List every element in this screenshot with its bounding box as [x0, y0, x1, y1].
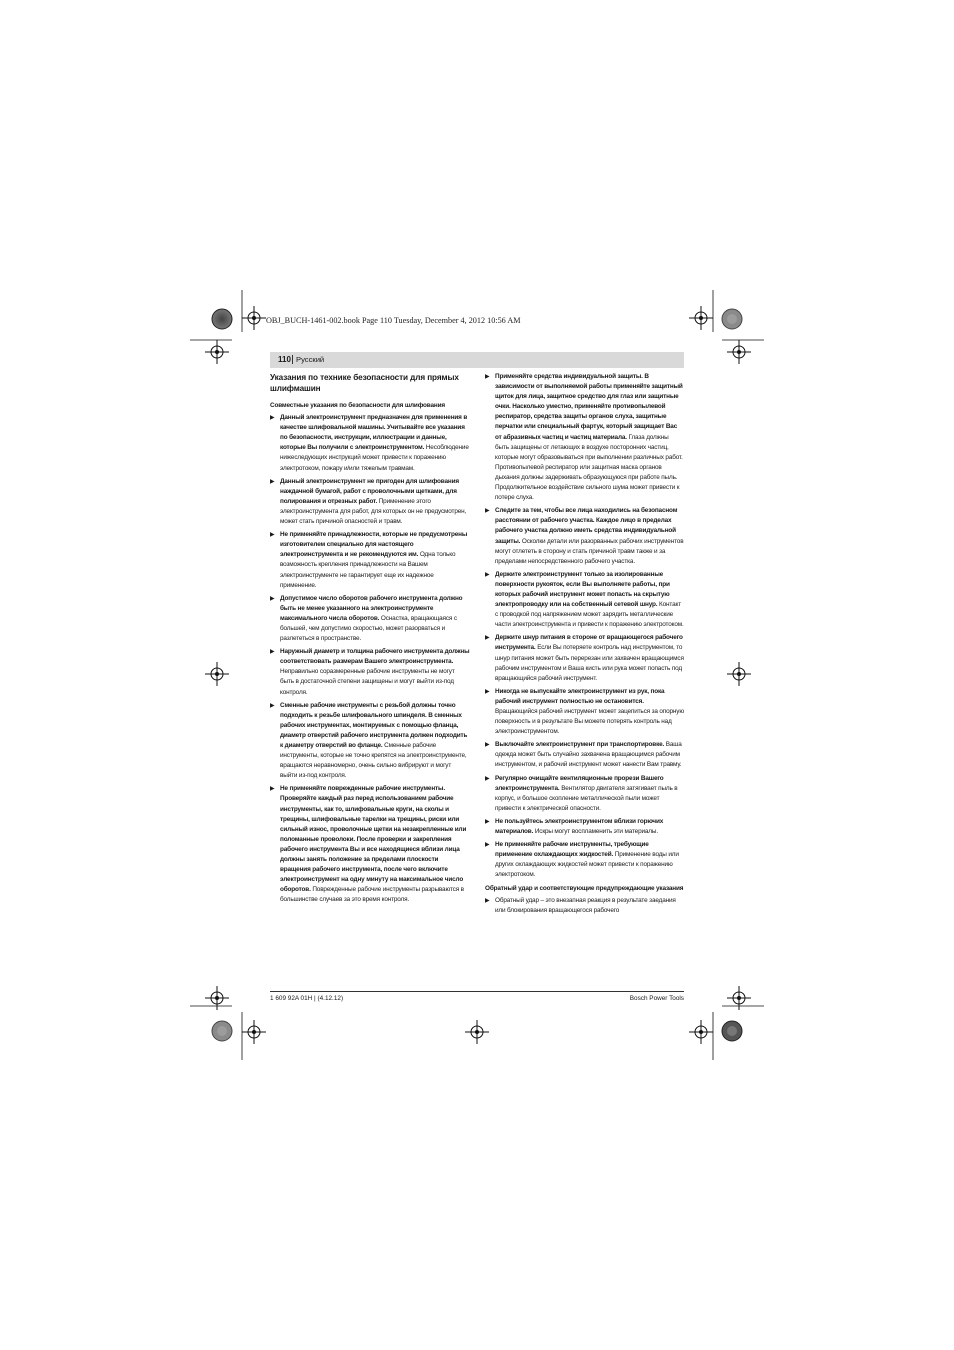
bullet-arrow-icon: ▶ [270, 415, 275, 422]
item-text: Контакт с проводкой под напряжением может зарядить металлические части электроинструмента и привести к поражению электротоком. [495, 601, 684, 629]
bullet-arrow-icon: ▶ [270, 786, 275, 793]
page-number: 110 [278, 355, 291, 364]
footer-brand: Bosch Power Tools [629, 995, 684, 1002]
list-item [485, 687, 684, 737]
item-text: Ваша одежда может быть случайно захвачена вращающимся рабочим инструментом, и рабочий инструмент может нанести Вам травму. [495, 741, 682, 769]
list-item [270, 477, 470, 527]
item-bold-text: Выключайте электроинструмент при транспортировке. [495, 741, 665, 749]
color-calibration-circle-icon [211, 1020, 233, 1042]
registration-mark-icon [205, 986, 229, 1010]
kickback-subheading: Обратный удар и соответствующие предупреждающие указания [485, 884, 684, 892]
item-text: Поврежденные рабочие инструменты разрываются в большинстве случаев за это время контроля. [280, 886, 464, 904]
item-text: Одна только возможность крепления принадлежности на Вашем электроинструменте не гарантирует еще их надежное применение. [280, 551, 456, 589]
right-column [485, 372, 684, 919]
item-bold-text: Данный электроинструмент не пригоден для шлифования наждачной бумагой, работ с проволочными щетками, для полирования и отрезных работ. [280, 477, 459, 505]
list-item [270, 594, 470, 644]
list-item [270, 784, 470, 905]
list-item [485, 570, 684, 631]
registration-mark-icon [242, 306, 266, 330]
list-item [270, 530, 470, 591]
list-item [270, 647, 470, 697]
item-bold-text: Не применяйте поврежденные рабочие инструменты. Проверяйте каждый раз перед использованием рабочие инструменты, как то, шлифовальные круги, на сколы и трещины, шлифовальные тарелки на трещины, риски или сильный износ, проволочные щетки на незакрепленные или поломанные проволоки. После проверки и закрепления рабочего инструмента Вы и все находящиеся вблизи лица должны занять положение за пределами плоскости вращения рабочего инструмента, после чего включите электроинструмент на одну минуту на максимальное число оборотов. [280, 785, 467, 894]
item-text: Если Вы потеряете контроль над инструментом, то шнур питания может быть перерезан или захвачен вращающимся рабочим инструментом и Ваша кисть или рука может попасть под вращающийся рабочий инструмент. [495, 644, 684, 682]
list-item [485, 633, 684, 683]
bullet-arrow-icon: ▶ [485, 742, 490, 749]
item-text: Применение этого электроинструмента для работ, для которых он не предусмотрен, может стать причиной опасностей и травм. [280, 497, 467, 526]
item-bold-text: Допустимое число оборотов рабочего инструмента должно быть не менее указанного на электроинструменте максимального числа оборотов. [280, 594, 463, 622]
bullet-arrow-icon: ▶ [485, 775, 490, 782]
item-text: Глаза должны быть защищены от летающих в воздухе посторонних частиц, которые могут образовываться при выполнении различных работ. Противопылевой респиратор или защитная маска органов дыхания должны задерживать образующуюся при работе пыль. Продолжительное воздействие сильного шума может привести к потере слуха. [495, 433, 683, 502]
page-header-bar [270, 352, 684, 368]
list-item [485, 896, 684, 916]
registration-mark-icon [727, 340, 751, 364]
item-text: Несоблюдение нижеследующих инструкций может привести к поражению электротоком, пожару и/или тяжелым травмам. [280, 444, 469, 472]
print-header: OBJ_BUCH-1461-002.book Page 110 Tuesday, December 4, 2012 10:56 AM [266, 316, 521, 325]
footer-rule [270, 991, 684, 992]
registration-mark-icon [242, 1020, 266, 1044]
bullet-arrow-icon: ▶ [270, 532, 275, 539]
item-bold-text: Регулярно очищайте вентиляционные прорези Вашего электроинструмента. [495, 774, 664, 792]
item-text: Неправильно соразмеренные рабочие инструменты не могут быть в достаточной степени защищены и могут выйти из-под контроля. [280, 668, 455, 696]
item-text: Применение воды или других охлаждающих жидкостей может привести к поражению электротоком. [495, 851, 679, 879]
registration-mark-icon [689, 306, 713, 330]
section-subheading: Совместные указания по безопасности для шлифования [270, 402, 445, 409]
item-bold-text: Не применяйте рабочие инструменты, требующие применение охлаждающих жидкостей. [495, 841, 649, 859]
item-bold-text: Наружный диаметр и толщина рабочего инструмента должны соответствовать размерам Вашего электроинструмента. [280, 648, 470, 666]
item-bold-text: Применяйте средства индивидуальной защиты. В зависимости от выполняемой работы применяйте защитный щиток для лица, защитное средство для глаз или защитные очки. Насколько уместно, применяйте противопылевой респиратор, средства защиты органов слуха, защитные перчатки или специальный фартук, который защищает Вас от абразивных частиц и частиц материала. [495, 373, 683, 441]
left-item-list [270, 413, 470, 905]
item-bold-text: Данный электроинструмент предназначен для применения в качестве шлифовальной машины. Учитывайте все указания по безопасности, инструкции, иллюстрации и данные, которые Вы получили с электроинструментом. [280, 414, 468, 452]
bullet-arrow-icon: ▶ [485, 508, 490, 515]
footer-doc-code: 1 609 92A 01H | (4.12.12) [270, 995, 344, 1002]
registration-mark-icon [205, 340, 229, 364]
page-language: Русский [292, 355, 324, 364]
bullet-arrow-icon: ▶ [270, 702, 275, 709]
registration-mark-icon [689, 1020, 713, 1044]
registration-mark-icon [727, 986, 751, 1010]
list-item [485, 506, 684, 567]
item-bold-text: Никогда не выпускайте электроинструмент из рук, пока рабочий инструмент полностью не остановится. [495, 687, 665, 705]
item-text: Вращающийся рабочий инструмент может зацепиться за опорную поверхность и в результате Вы можете потерять контроль над электроинструментом. [495, 708, 684, 736]
list-item [485, 817, 684, 837]
list-item [485, 372, 684, 503]
item-bold-text: Сменные рабочие инструменты с резьбой должны точно подходить к резьбе шлифовального шпинделя. В сменных рабочих инструментах, монтируемых с помощью фланца, диаметр отверстий рабочего инструмента должен подходить к диаметру отверстий во фланце. [280, 701, 468, 749]
list-item [485, 840, 684, 880]
bullet-arrow-icon: ▶ [485, 374, 490, 380]
item-bold-text: Следите за тем, чтобы все лица находились на безопасном расстоянии от рабочего участка. Каждое лицо в пределах рабочего участка должно иметь средства индивидуальной защиты. [495, 507, 678, 545]
item-text: Обратный удар – это внезапная реакция в результате заедания или блокирования вращающегося рабочего [495, 896, 676, 914]
item-text: Оснастка, вращающаяся с большей, чем допустимо скоростью, может разорваться и разлететься в пространстве. [280, 614, 457, 643]
color-calibration-circle-icon [721, 308, 743, 330]
item-bold-text: Не применяйте принадлежности, которые не предусмотрены изготовителем специально для настоящего электроинструмента и не рекомендуются им. [280, 531, 468, 559]
bullet-arrow-icon: ▶ [485, 688, 490, 695]
item-text: Осколки детали или разорванных рабочих инструментов могут отлететь в сторону и стать причиной травм также и за пределами непосредственного рабочего участка. [495, 537, 684, 565]
section-title: Указания по технике безопасности для прямых шлифмашин [270, 373, 459, 393]
list-item [485, 740, 684, 770]
registration-mark-icon [465, 1020, 489, 1044]
list-item [485, 774, 684, 814]
list-item [270, 413, 470, 474]
item-text: Искры могут воспламенить эти материалы. [533, 828, 658, 836]
item-bold-text: Не пользуйтесь электроинструментом вблизи горючих материалов. [495, 817, 664, 836]
bullet-arrow-icon: ▶ [270, 478, 275, 485]
bullet-arrow-icon: ▶ [485, 571, 490, 578]
bullet-arrow-icon: ▶ [485, 818, 490, 825]
left-column [270, 372, 470, 909]
bullet-arrow-icon: ▶ [270, 649, 275, 656]
list-item [270, 701, 470, 782]
item-bold-text: Держите электроинструмент только за изолированные поверхности рукояток, если Вы выполняете работы, при которых рабочий инструмент может попасть на скрытую электропроводку или на собственный сетевой шнур. [495, 570, 670, 609]
color-calibration-circle-icon [721, 1020, 743, 1042]
item-text: Вентилятор двигателя затягивает пыль в корпус, и большое скопление металлической пыли может привести к электрической опасности. [495, 784, 678, 812]
right-item-list [485, 372, 684, 881]
bullet-arrow-icon: ▶ [485, 842, 490, 849]
color-calibration-circle-icon [211, 308, 233, 330]
item-text: Сменные рабочие инструменты, которые не точно крепятся на электроинструменте, вращаются неравномерно, очень сильно вибрируют и могут выйти из-под контроля. [280, 742, 467, 780]
bullet-arrow-icon: ▶ [485, 897, 490, 904]
item-bold-text: Держите шнур питания в стороне от вращающегося рабочего инструмента. [495, 634, 683, 652]
registration-mark-icon [727, 662, 751, 686]
bullet-arrow-icon: ▶ [485, 635, 490, 642]
registration-mark-icon [205, 662, 229, 686]
bullet-arrow-icon: ▶ [270, 595, 275, 602]
